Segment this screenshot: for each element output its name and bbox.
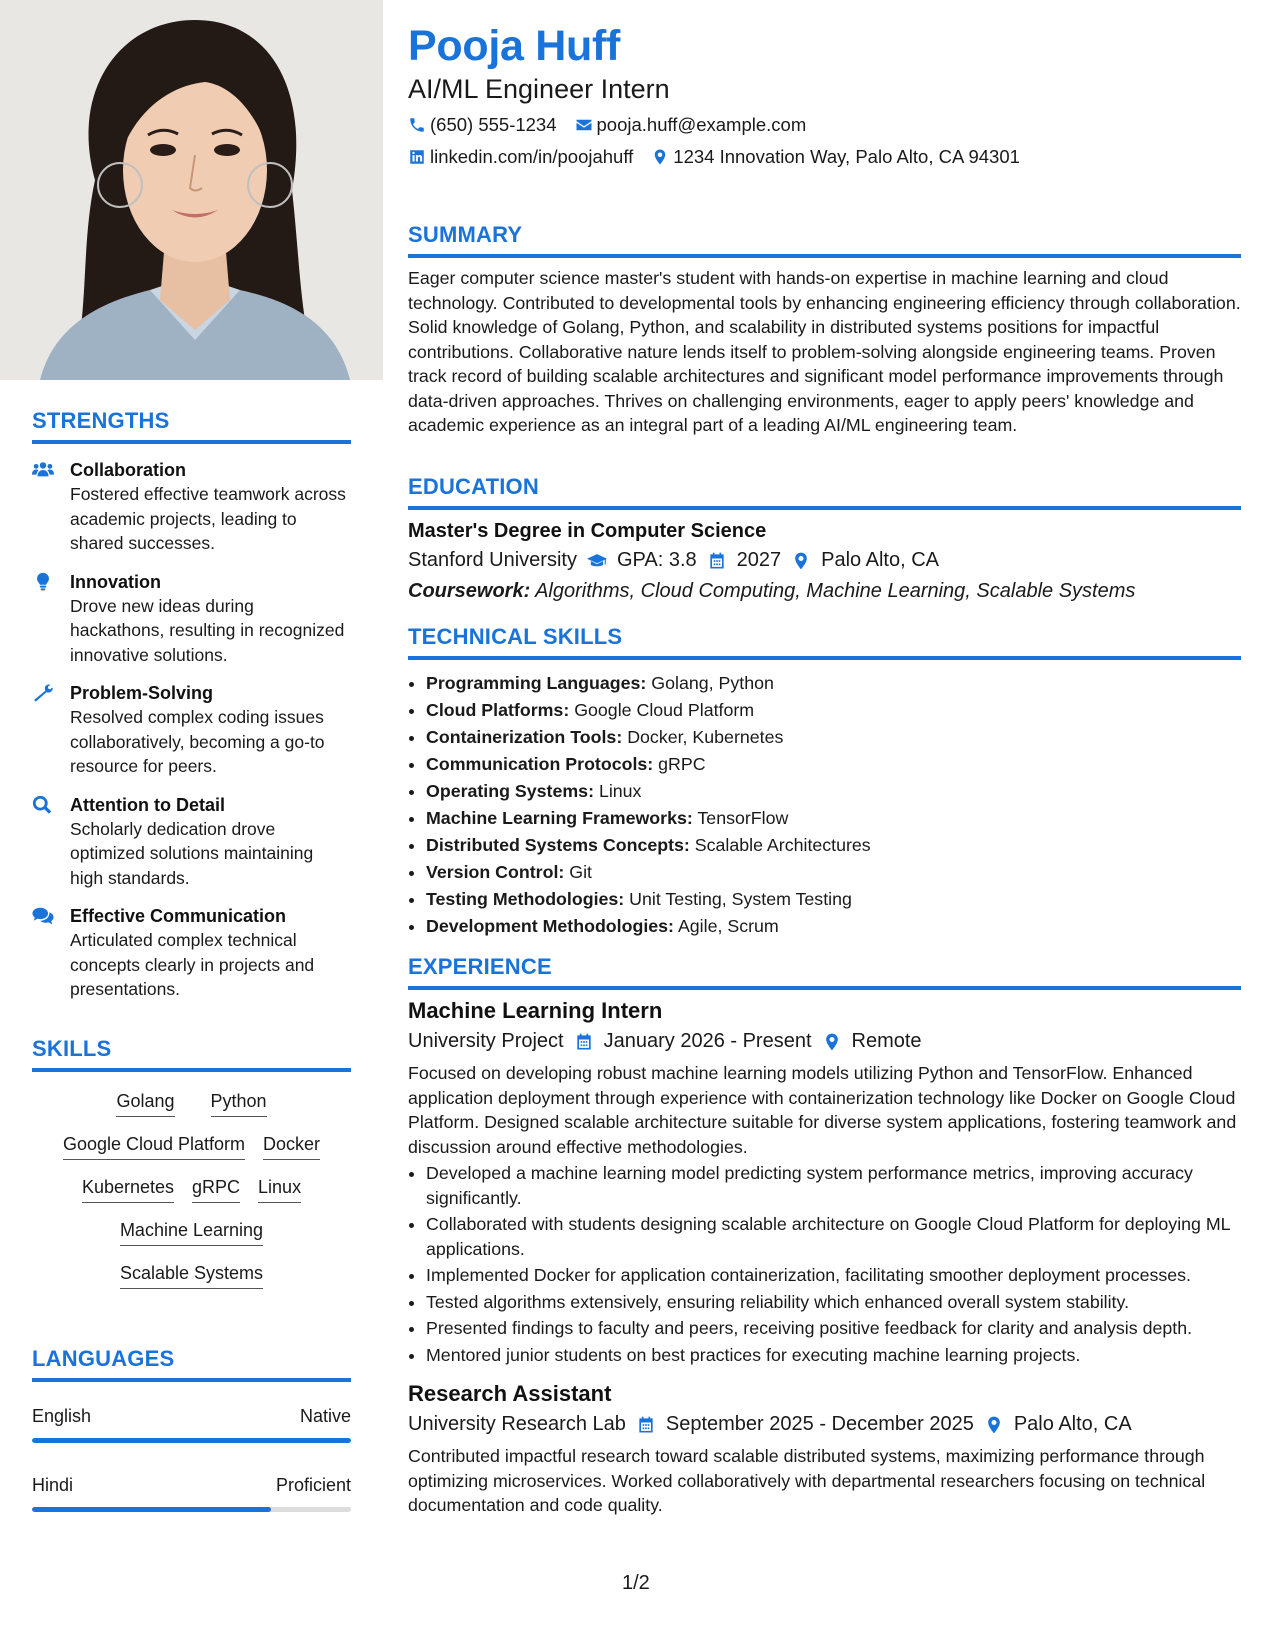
strength-desc: Resolved complex coding issues collaboratively, becoming a go-to resource for peers. xyxy=(70,707,325,776)
list-item xyxy=(426,778,1241,805)
users-icon xyxy=(32,458,70,556)
skill-value: Agile, Scrum xyxy=(677,916,779,936)
strength-desc: Fostered effective teamwork across academic projects, leading to shared successes. xyxy=(70,484,346,553)
technical-skills-title: TECHNICAL SKILLS xyxy=(408,624,1241,660)
strength-title: Problem-Solving xyxy=(70,683,214,703)
summary-title: SUMMARY xyxy=(408,222,1241,258)
map-pin-icon xyxy=(791,551,811,571)
job-entry xyxy=(408,1381,1241,1518)
education-location: Palo Alto, CA xyxy=(821,549,939,571)
list-item xyxy=(426,859,1241,886)
skill-tag: gRPC xyxy=(192,1174,240,1203)
skill-value: gRPC xyxy=(658,754,706,774)
job-description: Focused on developing robust machine learning models utilizing Python and TensorFlow. Enhanced application deployment through experience with containerization technology like Docker on Google Cloud Platform. Designed scalable architecture suitable for diverse system applications, fostering teamwork and discussion around effective methodologies. xyxy=(408,1063,1237,1157)
technical-skills-list xyxy=(408,670,1241,940)
linkedin-contact[interactable] xyxy=(408,146,633,168)
strength-title: Innovation xyxy=(70,571,161,592)
strength-desc: Articulated complex technical concepts clearly in projects and presentations. xyxy=(70,930,315,999)
skill-label: Testing Methodologies: xyxy=(426,889,625,909)
job-meta xyxy=(408,1030,1241,1053)
job-title: Machine Learning Intern xyxy=(408,998,663,1023)
map-pin-icon xyxy=(822,1032,842,1052)
languages-title: LANGUAGES xyxy=(32,1346,351,1382)
skill-label: Development Methodologies: xyxy=(426,916,674,936)
skill-tag: Kubernetes xyxy=(82,1174,174,1203)
phone-contact xyxy=(408,114,557,136)
list-item: • Tested algorithms extensively, ensuring reliability which enhanced overall system stability. xyxy=(426,1290,1241,1315)
skill-value: TensorFlow xyxy=(697,808,789,828)
technical-skills-section xyxy=(408,624,1241,940)
skill-label: Operating Systems: xyxy=(426,781,594,801)
strength-item xyxy=(32,681,351,779)
envelope-icon xyxy=(575,116,593,134)
skills-title: SKILLS xyxy=(32,1036,351,1072)
candidate-role: AI/ML Engineer Intern xyxy=(408,74,670,104)
address-text: 1234 Innovation Way, Palo Alto, CA 94301 xyxy=(673,146,1020,167)
list-item: • Collaborated with students designing scalable architecture on Google Cloud Platform for deploying ML applications. xyxy=(426,1212,1241,1261)
skill-label: Machine Learning Frameworks: xyxy=(426,808,693,828)
list-item: • Implemented Docker for application containerization, facilitating smoother deployment processes. xyxy=(426,1263,1241,1288)
contact-row xyxy=(408,114,806,136)
linkedin-text: linkedin.com/in/poojahuff xyxy=(430,146,634,167)
strength-title: Collaboration xyxy=(70,460,186,480)
email-text: pooja.huff@example.com xyxy=(596,114,807,135)
job-dates: January 2026 - Present xyxy=(603,1030,812,1052)
skills-list xyxy=(32,1088,351,1289)
skill-value: Unit Testing, System Testing xyxy=(629,889,852,909)
skills-section xyxy=(32,1036,351,1289)
list-item xyxy=(426,670,1241,697)
search-icon xyxy=(32,793,70,891)
skill-value: Docker, Kubernetes xyxy=(627,727,784,747)
job-org: University Project xyxy=(408,1030,564,1052)
education-meta xyxy=(408,549,1241,572)
list-item xyxy=(426,832,1241,859)
summary-section xyxy=(408,222,1241,438)
skill-tag: Machine Learning xyxy=(120,1217,263,1246)
skill-tag: Scalable Systems xyxy=(120,1260,263,1289)
calendar-icon xyxy=(707,551,727,571)
contact-row xyxy=(408,146,1020,168)
graduation-cap-icon xyxy=(587,551,607,571)
strength-item xyxy=(32,570,351,668)
skill-label: Distributed Systems Concepts: xyxy=(426,835,690,855)
list-item: • Mentored junior students on best practices for executing machine learning projects. xyxy=(426,1343,1241,1368)
skill-label: Communication Protocols: xyxy=(426,754,654,774)
skill-value: Golang, Python xyxy=(651,673,774,693)
map-pin-icon xyxy=(651,148,669,166)
profile-photo xyxy=(0,0,383,380)
job-meta xyxy=(408,1413,1241,1436)
degree: Master's Degree in Computer Science xyxy=(408,520,767,542)
skill-tag: Python xyxy=(211,1088,267,1117)
page-number: 1/2 xyxy=(622,1572,650,1594)
skill-value: Scalable Architectures xyxy=(694,835,871,855)
language-bar-fill xyxy=(32,1438,351,1443)
list-item xyxy=(426,805,1241,832)
strength-desc: Drove new ideas during hackathons, resulting in recognized innovative solutions. xyxy=(70,595,345,665)
education-title: EDUCATION xyxy=(408,474,1241,510)
map-pin-icon xyxy=(984,1415,1004,1435)
skill-label: Containerization Tools: xyxy=(426,727,623,747)
job-title: Research Assistant xyxy=(408,1381,612,1406)
calendar-icon xyxy=(574,1032,594,1052)
comments-icon xyxy=(32,904,70,1002)
email-contact[interactable] xyxy=(575,114,807,136)
gpa: GPA: 3.8 xyxy=(616,549,697,571)
graduation-year: 2027 xyxy=(736,549,782,571)
language-bar xyxy=(32,1438,351,1443)
experience-section xyxy=(408,954,1241,1518)
experience-title: EXPERIENCE xyxy=(408,954,1241,990)
linkedin-icon xyxy=(408,148,426,166)
language-item xyxy=(32,1404,351,1443)
languages-section xyxy=(32,1346,351,1512)
list-item xyxy=(426,751,1241,778)
strength-item xyxy=(32,904,351,1002)
language-name: English xyxy=(32,1406,92,1426)
list-item xyxy=(426,913,1241,940)
language-level: Native xyxy=(299,1406,351,1426)
strengths-section xyxy=(32,408,351,1002)
list-item: • Developed a machine learning model predicting system performance metrics, improving accuracy significantly. xyxy=(426,1161,1241,1210)
job-bullets xyxy=(408,1161,1241,1367)
skill-value: Linux xyxy=(598,781,642,801)
summary-text: Eager computer science master's student with hands-on expertise in machine learning and cloud technology. Contributed to developmental tools by enhancing engineering efficiency through collaboration. Solid knowledge of Golang, Python, and scalability in distributed systems positions for impactful contributions. Collaborative nature lends itself to problem-solving alongside engineering teams. Proven track record of building scalable architectures and significant model performance improvements through data-driven approaches. Thrives on challenging environments, eager to apply peers' knowledge and academic experience as an integral part of a leading AI/ML engineering team. xyxy=(408,268,1241,435)
language-bar xyxy=(32,1507,351,1512)
wrench-icon xyxy=(32,681,70,779)
list-item xyxy=(426,886,1241,913)
skill-label: Programming Languages: xyxy=(426,673,647,693)
coursework xyxy=(408,580,1241,603)
list-item: • Presented findings to faculty and peers, receiving positive feedback for clarity and analysis depth. xyxy=(426,1316,1241,1341)
skill-label: Version Control: xyxy=(426,862,565,882)
language-level: Proficient xyxy=(275,1475,351,1495)
lightbulb-icon xyxy=(32,570,70,668)
strength-item xyxy=(32,793,351,891)
calendar-icon xyxy=(636,1415,656,1435)
skill-value: Google Cloud Platform xyxy=(574,700,755,720)
skill-tag: Golang xyxy=(116,1088,174,1117)
skill-value: Git xyxy=(569,862,592,882)
coursework-label: Coursework: xyxy=(408,580,531,602)
strengths-title: STRENGTHS xyxy=(32,408,351,444)
skill-label: Cloud Platforms: xyxy=(426,700,570,720)
phone-icon xyxy=(408,116,426,134)
school: Stanford University xyxy=(408,549,577,571)
list-item xyxy=(426,697,1241,724)
strength-desc: Scholarly dedication drove optimized solutions maintaining high standards. xyxy=(70,818,314,888)
left-column xyxy=(0,0,383,1650)
education-section xyxy=(408,474,1241,603)
skill-tag: Docker xyxy=(263,1131,320,1160)
language-item xyxy=(32,1473,351,1512)
phone-text: (650) 555-1234 xyxy=(430,114,557,135)
strength-title: Attention to Detail xyxy=(70,794,225,815)
strength-title: Effective Communication xyxy=(70,906,287,926)
job-org: University Research Lab xyxy=(408,1413,626,1435)
skill-tag: Google Cloud Platform xyxy=(63,1131,245,1160)
language-bar-fill xyxy=(32,1507,271,1512)
job-dates: September 2025 - December 2025 xyxy=(665,1413,974,1435)
candidate-name: Pooja Huff xyxy=(408,22,620,70)
strength-item xyxy=(32,458,351,556)
address-contact xyxy=(651,146,1020,168)
list-item xyxy=(426,724,1241,751)
job-location: Palo Alto, CA xyxy=(1013,1413,1132,1435)
job-description: Contributed impactful research toward scalable distributed systems, maximizing performance through optimizing microservices. Worked collaboratively with departmental researchers focusing on technical documentation and code quality. xyxy=(408,1446,1206,1515)
job-entry xyxy=(408,998,1241,1367)
language-name: Hindi xyxy=(32,1475,74,1495)
job-location: Remote xyxy=(851,1030,922,1052)
coursework-list: Algorithms, Cloud Computing, Machine Learning, Scalable Systems xyxy=(535,580,1136,602)
skill-tag: Linux xyxy=(258,1174,301,1203)
